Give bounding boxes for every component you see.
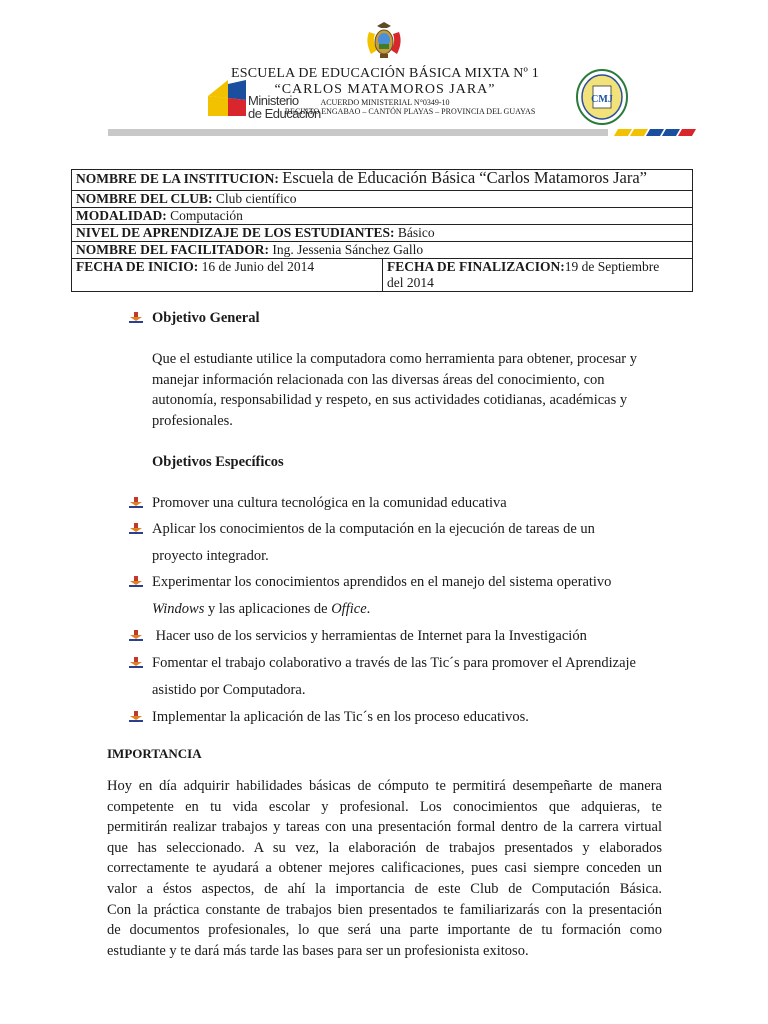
- arrow-bullet-icon: [129, 576, 143, 588]
- text-line: autonomía, responsabilidad y respeto, en sus actividades cotidianas, académicas y: [152, 392, 628, 408]
- text-line: de documentos profesionales, lo que será una parte importante de tu formación como: [107, 922, 662, 939]
- list-item: Experimentar los conocimientos aprendidos en el manejo del sistema operativo: [152, 574, 612, 590]
- arrow-bullet-icon: [129, 312, 143, 324]
- fin-label: FECHA DE FINALIZACION:: [387, 259, 565, 274]
- modalidad-label: MODALIDAD:: [76, 208, 167, 223]
- table-row: [72, 191, 693, 208]
- facilitador-value: Ing. Jessenia Sánchez Gallo: [272, 242, 424, 257]
- arrow-bullet-icon: [129, 657, 143, 669]
- list-item: Implementar la aplicación de las Tic´s en los proceso educativos.: [152, 709, 529, 725]
- table-row: [72, 225, 693, 242]
- text-line: estudiante y te dará más tarde las bases para ser un profesionista exitoso.: [107, 942, 529, 959]
- list-item: Fomentar el trabajo colaborativo a través de las Tic´s para promover el Aprendizaje: [152, 655, 636, 671]
- list-item-cont: asistido por Computadora.: [152, 682, 306, 698]
- institucion-value: Escuela de Educación Básica “Carlos Matamoros Jara”: [282, 168, 647, 187]
- institucion-label: NOMBRE DE LA INSTITUCION:: [76, 171, 279, 186]
- facilitador-label: NOMBRE DEL FACILITADOR:: [76, 242, 270, 257]
- table-row: [72, 242, 693, 259]
- arrow-bullet-icon: [129, 630, 143, 642]
- svg-text:CMJ: CMJ: [591, 94, 613, 105]
- table-row: [72, 208, 693, 225]
- header-divider-bar: [108, 129, 688, 136]
- arrow-bullet-icon: [129, 711, 143, 723]
- fin-value: 19 de Septiembre: [564, 259, 660, 274]
- table-row: [72, 259, 693, 292]
- list-item: Hacer uso de los servicios y herramientas de Internet para la Investigación: [152, 628, 587, 644]
- club-info-table: [71, 169, 693, 292]
- table-row: [72, 170, 693, 191]
- text-line: valor a éstos aspectos, de ahí la importancia de este Club de Computación Básica.: [107, 880, 662, 897]
- objetivos-especificos-heading: Objetivos Específicos: [152, 454, 284, 470]
- text-line: que has seleccionado. A su vez, la elaboración de trabajos presentados y elaborados: [107, 839, 662, 856]
- school-name-line2: “CARLOS MATAMOROS JARA”: [274, 82, 496, 97]
- club-value: Club científico: [215, 191, 297, 206]
- arrow-bullet-icon: [129, 497, 143, 509]
- text-line: Hoy en día adquirir habilidades básicas de cómputo te permitirá desempeñarte de manera: [107, 778, 662, 794]
- club-label: NOMBRE DEL CLUB:: [76, 191, 213, 206]
- school-name-line1: ESCUELA DE EDUCACIÓN BÁSICA MIXTA Nº 1: [231, 66, 539, 81]
- inicio-value: 16 de Junio del 2014: [201, 259, 315, 274]
- ecuador-coat-of-arms: [363, 20, 405, 64]
- list-item-cont: Windows y las aplicaciones de Office.: [152, 601, 371, 617]
- text-line: competente en tu vida escolar y profesional. Los conocimientos que adquieras, te: [107, 798, 662, 815]
- text-line: Con la práctica constante de trabajos bien presentados te familiarizarás con la presentación: [107, 901, 662, 918]
- arrow-bullet-icon: [129, 523, 143, 535]
- inicio-label: FECHA DE INICIO:: [76, 259, 199, 274]
- ministerio-text: Ministerio de Educación: [248, 93, 321, 121]
- school-seal-logo: [575, 68, 629, 126]
- list-item: Promover una cultura tecnológica en la comunidad educativa: [152, 495, 507, 511]
- importancia-heading: IMPORTANCIA: [107, 746, 202, 761]
- school-location: RECINTO ENGABAO – CANTÓN PLAYAS – PROVINCIA DEL GUAYAS: [284, 107, 536, 116]
- text-line: profesionales.: [152, 412, 233, 429]
- text-line: permitirán realizar trabajos y tareas con una presentación formal dentro de la carrera virtual: [107, 819, 662, 836]
- text-line: manejar información relacionada con las diversas áreas del conocimiento, con: [152, 371, 605, 388]
- nivel-value: Básico: [397, 225, 435, 240]
- list-item: Aplicar los conocimientos de la computación en la ejecución de tareas de un: [152, 521, 595, 537]
- text-line: correctamente te ayudará a obtener mejores calificaciones, pues casi siempre conceden un: [107, 860, 662, 877]
- fin-value-cont: del 2014: [387, 275, 434, 290]
- text-line: Que el estudiante utilice la computadora como herramienta para obtener, procesar y: [152, 351, 637, 367]
- acuerdo-ministerial: ACUERDO MINISTERIAL N°0349-10: [320, 98, 450, 107]
- nivel-label: NIVEL DE APRENDIZAJE DE LOS ESTUDIANTES:: [76, 225, 395, 240]
- modalidad-value: Computación: [170, 208, 243, 223]
- importancia-paragraph: [107, 776, 662, 961]
- objetivo-general-text: [152, 349, 672, 431]
- objetivo-general-heading: Objetivo General: [152, 310, 260, 326]
- list-item-cont: proyecto integrador.: [152, 548, 269, 564]
